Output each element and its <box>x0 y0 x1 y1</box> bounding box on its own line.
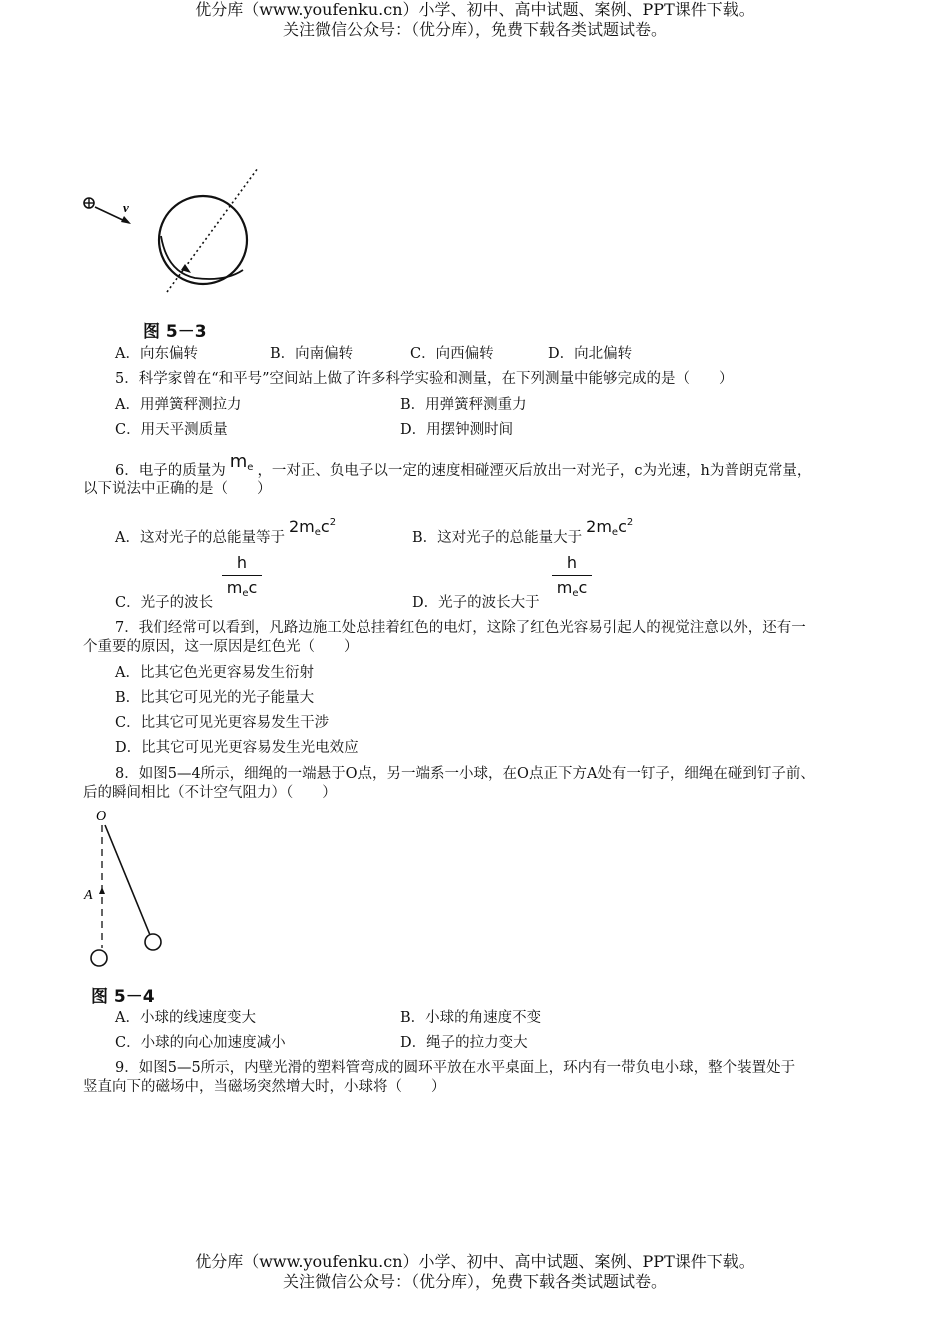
figure-5-4-diagram <box>80 805 180 975</box>
q9-stem-b: 竖直向下的磁场中，当磁场突然增大时，小球将（ ） <box>83 1079 446 1095</box>
energy-sup-b: 2 <box>626 517 634 528</box>
q6-option-c-text: C．光子的波长 <box>115 595 214 611</box>
q7-option-d: D．比其它可见光更容易发生光电效应 <box>115 740 359 756</box>
energy-sup: 2 <box>329 517 337 528</box>
velocity-label: v <box>123 200 129 215</box>
q6-option-b-text: B．这对光子的总能量大于 <box>412 530 583 546</box>
q8-stem-a: 8．如图5—4所示，细绳的一端悬于O点，另一端系一小球，在O点正下方A处有一钉子，细绳在碰到钉子前、 <box>115 766 815 782</box>
header-line-1: 优分库（www.youfenku.cn）小学、初中、高中试题、案例、PPT课件下载。 <box>195 0 755 19</box>
q7-stem-b: 个重要的原因，这一原因是红色光（ ） <box>83 639 359 655</box>
fraction-denominator-sub-d: e <box>572 588 579 599</box>
figure-5-3-diagram <box>75 160 275 300</box>
energy-sub: e <box>314 527 321 538</box>
q6-option-a <box>115 517 337 553</box>
q8-option-b: B．小球的角速度不变 <box>400 1010 542 1026</box>
fraction-denominator-c-d: c <box>578 578 588 597</box>
q4-option-a: A．向东偏转 <box>115 346 198 362</box>
q7-stem-a: 7．我们经常可以看到，凡路边施工处总挂着红色的电灯，这除了红色光容易引起人的视觉注意以外，还有一 <box>115 620 806 636</box>
energy-c: c <box>320 517 330 536</box>
axis-dotted-line <box>167 168 258 292</box>
label-o: O <box>96 809 107 824</box>
footer-line-1: 优分库（www.youfenku.cn）小学、初中、高中试题、案例、PPT课件下载。 <box>195 1252 755 1271</box>
electron-mass-subscript: e <box>247 462 254 473</box>
q7-option-b: B．比其它可见光的光子能量大 <box>115 690 315 706</box>
q5-option-c: C．用天平测质量 <box>115 422 228 438</box>
energy-sub-b: e <box>611 527 619 538</box>
fraction-denominator-sub: e <box>242 588 249 599</box>
q8-option-c: C．小球的向心加速度减小 <box>115 1035 286 1051</box>
q4-option-b: B．向南偏转 <box>270 346 354 362</box>
q4-option-d: D．向北偏转 <box>548 346 633 362</box>
q7-option-a: A．比其它色光更容易发生衍射 <box>115 665 314 681</box>
string-line <box>105 825 150 935</box>
fraction-numerator-d: h <box>552 553 592 576</box>
ball-bottom <box>91 950 107 966</box>
q6-option-a-text: A．这对光子的总能量等于 <box>115 530 285 546</box>
fraction-denominator-m: m <box>226 578 243 597</box>
q6-option-d-text: D．光子的波长大于 <box>412 595 540 611</box>
q6-stem-c: 以下说法中正确的是（ ） <box>83 481 272 497</box>
q6-option-d-fraction <box>552 553 592 599</box>
fraction-numerator: h <box>222 553 262 576</box>
figure-5-4-caption: 图 5－4 <box>91 987 155 1007</box>
q9-stem-a: 9．如图5—5所示，内壁光滑的塑料管弯成的圆环平放在水平桌面上，环内有一带负电小球，整个装置处于 <box>115 1060 796 1076</box>
energy-c-b: c <box>618 517 627 536</box>
sphere-circle <box>159 196 247 284</box>
fraction-denominator-c: c <box>248 578 258 597</box>
ball-swung <box>145 934 161 950</box>
nail-marker <box>99 887 105 894</box>
q4-option-c: C．向西偏转 <box>410 346 494 362</box>
q6-stem-b: ，一对正、负电子以一定的速度相碰湮灭后放出一对光子，c为光速，h为普朗克常量， <box>257 463 812 479</box>
q7-option-c: C．比其它可见光更容易发生干涉 <box>115 715 330 731</box>
q5-option-a: A．用弹簧秤测拉力 <box>115 397 242 413</box>
q8-option-d: D．绳子的拉力变大 <box>400 1035 528 1051</box>
energy-coef-b: 2m <box>586 517 612 536</box>
energy-coef: 2m <box>288 517 315 536</box>
q6-stem-a: 6．电子的质量为 <box>115 463 226 479</box>
q5-option-d: D．用摆钟测时间 <box>400 422 514 438</box>
q8-stem-b: 后的瞬间相比（不计空气阻力）（ ） <box>83 785 337 801</box>
q5-stem: 5．科学家曾在“和平号”空间站上做了许多科学实验和测量，在下列测量中能够完成的是（ ） <box>115 371 734 387</box>
q6-option-b <box>412 517 634 553</box>
fraction-denominator-m-d: m <box>556 578 573 597</box>
electron-mass-symbol: m <box>229 451 248 472</box>
q8-option-a: A．小球的线速度变大 <box>115 1010 256 1026</box>
q5-option-b: B．用弹簧秤测重力 <box>400 397 527 413</box>
positive-charge-icon <box>84 198 94 208</box>
label-a: A <box>84 888 93 903</box>
q6-option-c-fraction <box>222 553 262 599</box>
header-line-2: 关注微信公众号：（优分库），免费下载各类试题试卷。 <box>282 20 667 39</box>
footer-line-2: 关注微信公众号：（优分库），免费下载各类试题试卷。 <box>282 1272 667 1291</box>
figure-5-3-caption: 图 5－3 <box>143 322 207 342</box>
